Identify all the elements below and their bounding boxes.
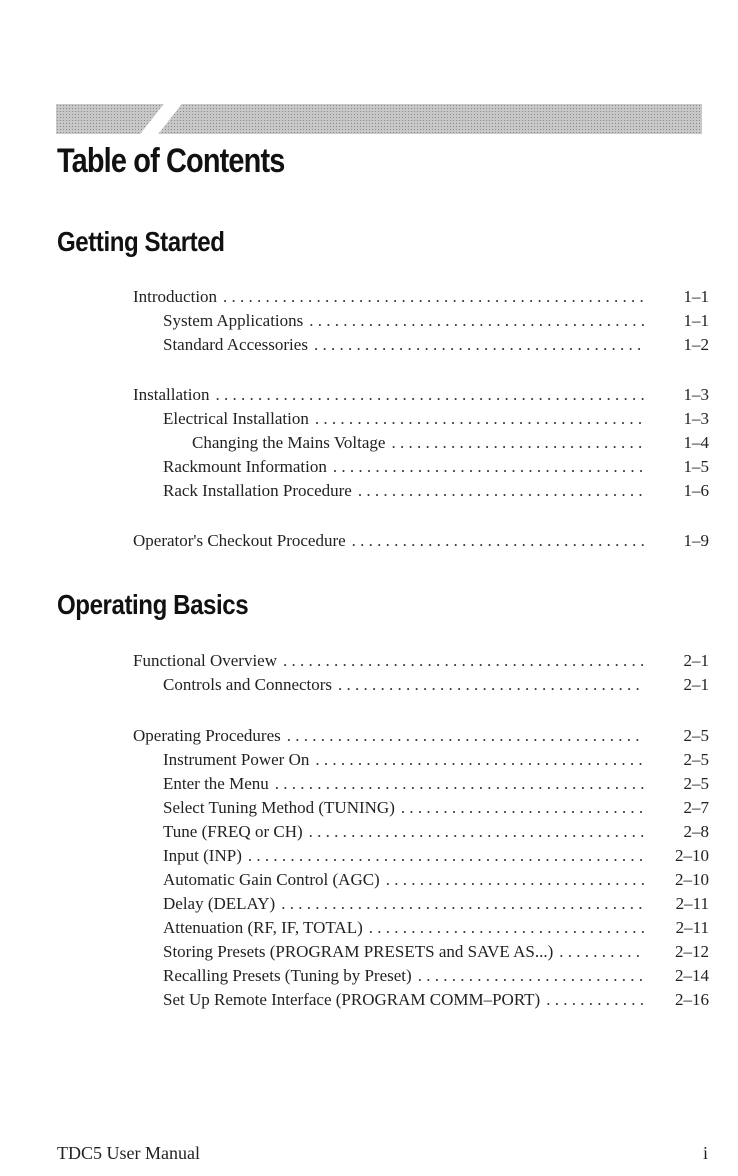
toc-entry-functional-overview[interactable]: Functional Overview . . . 2–1 [133, 651, 709, 675]
banner-slash [140, 104, 181, 134]
toc-entry-introduction[interactable]: Introduction . . . 1–1 [133, 287, 709, 311]
toc-page-number: 1–5 [683, 457, 709, 476]
toc-page-number: 1–1 [683, 287, 709, 306]
toc-entry-operators-checkout-procedure[interactable]: Operator's Checkout Procedure . . . 1–9 [133, 531, 709, 555]
toc-page-number: 2–5 [683, 774, 709, 793]
toc-page-number: 2–12 [675, 942, 709, 961]
toc-page-number: 1–2 [683, 335, 709, 354]
toc-entry-automatic-gain-control[interactable]: Automatic Gain Control (AGC) . . . 2–10 [163, 870, 709, 894]
toc-entry-controls-and-connectors[interactable]: Controls and Connectors . . . 2–1 [163, 675, 709, 699]
toc-page-number: 1–1 [683, 311, 709, 330]
toc-entry-select-tuning-method[interactable]: Select Tuning Method (TUNING) . . . 2–7 [163, 798, 709, 822]
toc-entry-tune[interactable]: Tune (FREQ or CH) . . . 2–8 [163, 822, 709, 846]
toc-entry-enter-the-menu[interactable]: Enter the Menu . . . 2–5 [163, 774, 709, 798]
toc-page-number: 1–3 [683, 409, 709, 428]
toc-entry-rack-installation-procedure[interactable]: Rack Installation Procedure . . . 1–6 [163, 481, 709, 505]
footer-page-number: i [702, 1143, 708, 1163]
toc-page-number: 2–5 [683, 750, 709, 769]
toc-entry-recalling-presets[interactable]: Recalling Presets (Tuning by Preset) . . . 2–14 [163, 966, 709, 990]
toc-entry-attenuation[interactable]: Attenuation (RF, IF, TOTAL) . . . 2–11 [163, 918, 709, 942]
toc-page-number: 2–7 [683, 798, 709, 817]
toc-entry-system-applications[interactable]: System Applications . . . 1–1 [163, 311, 709, 335]
toc-entry-operating-procedures[interactable]: Operating Procedures . . . 2–5 [133, 726, 709, 750]
toc-entry-standard-accessories[interactable]: Standard Accessories . . . 1–2 [163, 335, 709, 359]
toc-entry-instrument-power-on[interactable]: Instrument Power On . . . 2–5 [163, 750, 709, 774]
toc-page-number: 1–4 [683, 433, 709, 452]
section-heading-operating-basics: Operating Basics [57, 589, 249, 620]
toc-page-number: 2–1 [683, 651, 709, 670]
toc-entry-remote-interface[interactable]: Set Up Remote Interface (PROGRAM COMM–PORT) . . . 2–16 [163, 990, 709, 1014]
toc-page-number: 2–1 [683, 675, 709, 694]
toc-page-number: 2–10 [675, 870, 709, 889]
toc-page-number: 1–9 [683, 531, 709, 550]
toc-page-number: 2–11 [675, 918, 709, 937]
section-heading-getting-started: Getting Started [57, 226, 225, 257]
toc-page-number: 2–8 [683, 822, 709, 841]
footer-manual-title: TDC5 User Manual [57, 1143, 200, 1163]
toc-entry-electrical-installation[interactable]: Electrical Installation . . . 1–3 [163, 409, 709, 433]
toc-page-number: 2–14 [675, 966, 709, 985]
toc-page-number: 2–10 [675, 846, 709, 865]
toc-page-number: 2–11 [675, 894, 709, 913]
toc-entry-rackmount-information[interactable]: Rackmount Information . . . 1–5 [163, 457, 709, 481]
toc-entry-changing-mains-voltage[interactable]: Changing the Mains Voltage . . . 1–4 [192, 433, 709, 457]
toc-page-number: 1–6 [683, 481, 709, 500]
page-title: Table of Contents [57, 142, 285, 180]
toc-page-number: 1–3 [683, 385, 709, 404]
toc-entry-delay[interactable]: Delay (DELAY) . . . 2–11 [163, 894, 709, 918]
chapter-banner [56, 104, 702, 134]
toc-page-number: 2–16 [675, 990, 709, 1009]
toc-entry-installation[interactable]: Installation . . . 1–3 [133, 385, 709, 409]
toc-entry-input[interactable]: Input (INP) . . . 2–10 [163, 846, 709, 870]
toc-page-number: 2–5 [683, 726, 709, 745]
toc-entry-storing-presets[interactable]: Storing Presets (PROGRAM PRESETS and SAVE AS...) . . . 2–12 [163, 942, 709, 966]
